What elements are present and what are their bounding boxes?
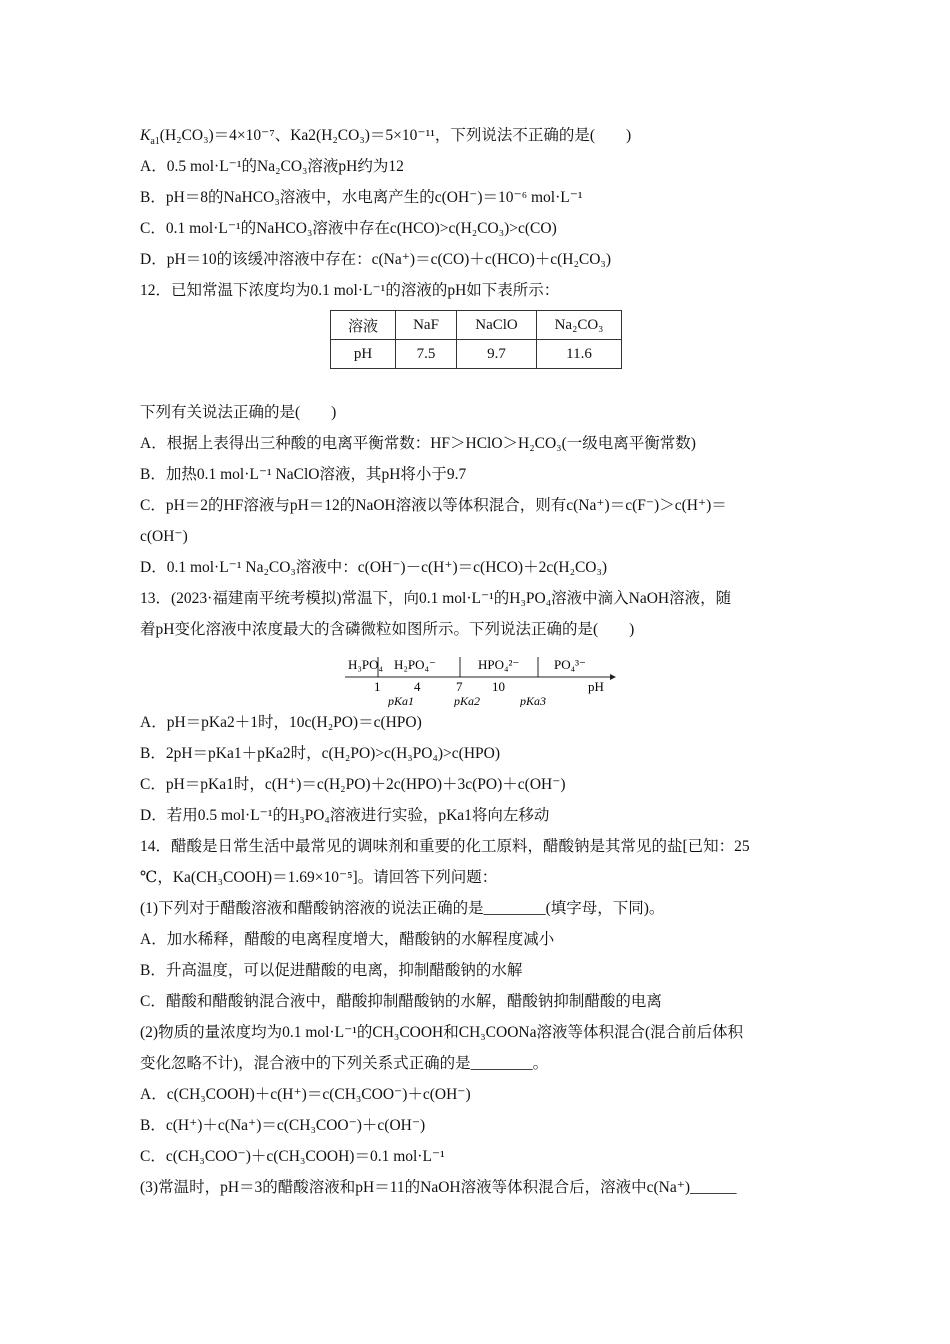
q11-option-a: A．0.5 mol·L⁻¹的Na₂CO₃溶液pH约为12 bbox=[140, 158, 404, 175]
tick-label: 4 bbox=[414, 679, 421, 694]
q12-option-c-line2: c(OH⁻) bbox=[140, 528, 188, 545]
q12-ph-table bbox=[330, 310, 622, 369]
q13-option-a: A．pH＝pKa2＋1时，10c(H₂PO)＝c(HPO) bbox=[140, 714, 422, 731]
q13-option-b: B．2pH＝pKa1＋pKa2时，c(H₂PO)>c(H₃PO₄)>c(HPO) bbox=[140, 745, 501, 762]
table-cell: 11.6 bbox=[537, 340, 622, 369]
q12-option-b: B．加热0.1 mol·L⁻¹ NaClO溶液，其pH将小于9.7 bbox=[140, 466, 467, 483]
q14-part1-option-b: B．升高温度，可以促进醋酸的电离，抑制醋酸钠的水解 bbox=[140, 962, 523, 979]
q13-stem-line2: 着pH变化溶液中浓度最大的含磷微粒如图所示。下列说法正确的是( ) bbox=[140, 621, 635, 638]
q14-stem-line1: 14．醋酸是日常生活中最常见的调味剂和重要的化工原料，醋酸钠是其常见的盐[已知：25 bbox=[140, 838, 750, 855]
axis-label: pH bbox=[588, 679, 604, 694]
q12-question: 下列有关说法正确的是( ) bbox=[140, 404, 337, 421]
q11-option-c: C．0.1 mol·L⁻¹的NaHCO₃溶液中存在c(HCO)>c(H₂CO₃)>c(CO) bbox=[140, 220, 557, 237]
species-h3po4: H₃PO₄ bbox=[348, 657, 384, 672]
q12-stem: 12．已知常温下浓度均为0.1 mol·L⁻¹的溶液的pH如下表所示： bbox=[140, 282, 560, 299]
tick-label: 7 bbox=[456, 679, 463, 694]
q12-option-d: D．0.1 mol·L⁻¹ Na₂CO₃溶液中：c(OH⁻)－c(H⁺)＝c(HCO)＋2c(H₂CO₃) bbox=[140, 559, 608, 576]
q14-stem-line2: ℃，Ka(CH₃COOH)＝1.69×10⁻⁵]。请回答下列问题： bbox=[140, 869, 498, 886]
tick-label: 1 bbox=[374, 679, 381, 694]
q14-part1: (1)下列对于醋酸溶液和醋酸钠溶液的说法正确的是________(填字母，下同)。 bbox=[140, 900, 665, 917]
document-page bbox=[140, 120, 812, 1203]
species-h2po4: H₂PO₄⁻ bbox=[394, 657, 436, 672]
q13-stem-line1: 13．(2023·福建南平统考模拟)常温下，向0.1 mol·L⁻¹的H₃PO₄溶液中滴入NaOH溶液，随 bbox=[140, 590, 732, 607]
q12-option-a: A．根据上表得出三种酸的电离平衡常数：HF＞HClO＞H₂CO₃(一级电离平衡常数) bbox=[140, 435, 696, 452]
q14-part1-option-a: A．加水稀释，醋酸的电离程度增大，醋酸钠的水解程度减小 bbox=[140, 931, 555, 948]
q14-part3: (3)常温时，pH＝3的醋酸溶液和pH＝11的NaOH溶液等体积混合后，溶液中c(Na⁺)______ bbox=[140, 1179, 737, 1196]
q14-part1-option-c: C．醋酸和醋酸钠混合液中，醋酸抑制醋酸钠的水解，醋酸钠抑制醋酸的电离 bbox=[140, 993, 662, 1010]
table-cell: 溶液 bbox=[331, 311, 396, 340]
table-cell: NaClO bbox=[457, 311, 537, 340]
q14-part2-line1: (2)物质的量浓度均为0.1 mol·L⁻¹的CH₃COOH和CH₃COONa溶液等体积混合(混合前后体积 bbox=[140, 1024, 744, 1041]
q14-part2-option-b: B．c(H⁺)＋c(Na⁺)＝c(CH₃COO⁻)＋c(OH⁻) bbox=[140, 1117, 426, 1134]
pka-label: pKa3 bbox=[520, 694, 547, 707]
q13-option-d: D．若用0.5 mol·L⁻¹的H₃PO₄溶液进行实验，pKa1将向左移动 bbox=[140, 807, 550, 824]
table-row bbox=[331, 340, 622, 369]
q12-option-c-line1: C．pH＝2的HF溶液与pH＝12的NaOH溶液以等体积混合，则有c(Na⁺)＝c(F⁻)＞c(H⁺)＝ bbox=[140, 497, 727, 514]
pka-label: pKa1 bbox=[388, 694, 415, 707]
table-header-row bbox=[331, 311, 622, 340]
q14-part2-option-c: C．c(CH₃COO⁻)＋c(CH₃COOH)＝0.1 mol·L⁻¹ bbox=[140, 1148, 445, 1165]
q14-part2-line2: 变化忽略不计)，混合液中的下列关系式正确的是________。 bbox=[140, 1055, 549, 1072]
q13-option-c: C．pH＝pKa1时，c(H⁺)＝c(H₂PO)＋2c(HPO)＋3c(PO)＋c(OH⁻) bbox=[140, 776, 566, 793]
tick-label: 10 bbox=[492, 679, 505, 694]
q11-intro: $K_{a1}(H_2CO_3)=4\times 10^{-7}$、Ka2(H₂CO₃)＝5×10⁻¹¹，下列说法不正确的是( ) bbox=[140, 127, 632, 148]
species-po4: PO₄³⁻ bbox=[554, 657, 586, 672]
table-cell: 7.5 bbox=[396, 340, 457, 369]
q11-option-d: D．pH＝10的该缓冲溶液中存在：c(Na⁺)＝c(CO)＋c(HCO)＋c(H₂CO₃) bbox=[140, 251, 611, 268]
axis-arrow-icon bbox=[610, 674, 616, 680]
species-hpo4: HPO₄²⁻ bbox=[478, 657, 520, 672]
table-cell: 9.7 bbox=[457, 340, 537, 369]
table-cell: Na₂CO₃ bbox=[537, 311, 622, 340]
pka-label: pKa2 bbox=[454, 694, 481, 707]
q14-part2-option-a: A．c(CH₃COOH)＋c(H⁺)＝c(CH₃COO⁻)＋c(OH⁻) bbox=[140, 1086, 471, 1103]
q13-ph-figure bbox=[140, 645, 812, 707]
table-cell: pH bbox=[331, 340, 396, 369]
q11-option-b: B．pH＝8的NaHCO₃溶液中，水电离产生的c(OH⁻)＝10⁻⁶ mol·L⁻¹ bbox=[140, 189, 583, 206]
table-cell: NaF bbox=[396, 311, 457, 340]
